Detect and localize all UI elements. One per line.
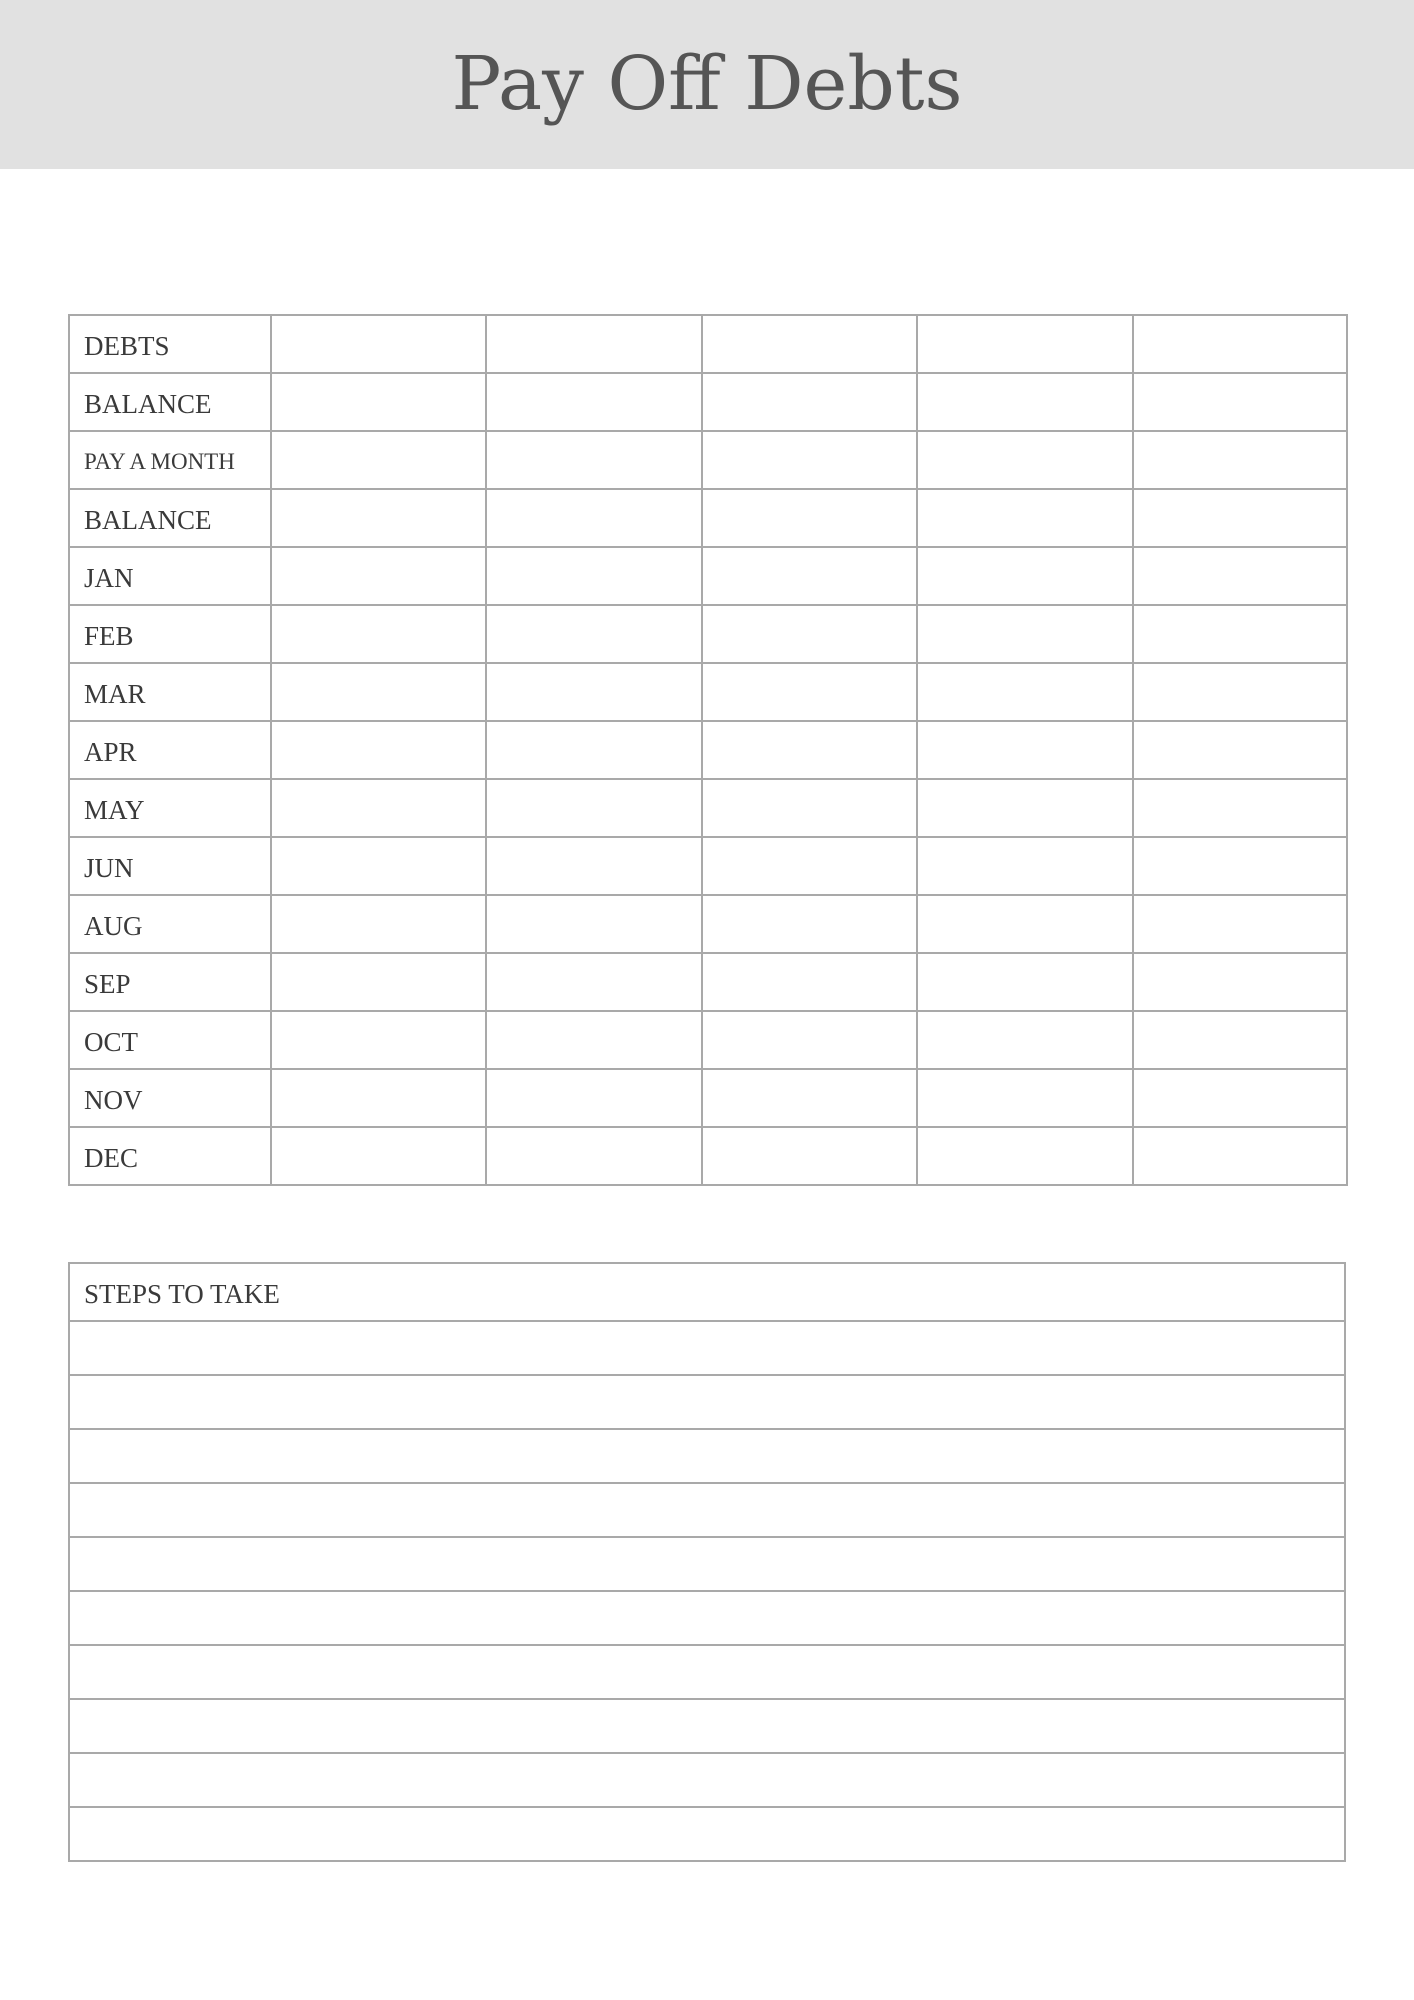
entry-cell[interactable] [917,605,1133,663]
step-row [69,1429,1345,1483]
entry-cell[interactable] [486,721,702,779]
entry-cell[interactable] [1133,1127,1347,1185]
step-row [69,1321,1345,1375]
entry-cell[interactable] [1133,663,1347,721]
entry-cell[interactable] [486,1069,702,1127]
entry-cell[interactable] [486,837,702,895]
entry-cell[interactable] [486,605,702,663]
step-entry-cell[interactable] [69,1429,1345,1483]
entry-cell[interactable] [271,663,486,721]
steps-header-row [69,1263,1345,1321]
entry-cell[interactable] [702,373,917,431]
entry-cell[interactable] [702,489,917,547]
step-entry-cell[interactable] [69,1321,1345,1375]
entry-cell[interactable] [702,1127,917,1185]
step-row [69,1375,1345,1429]
entry-cell[interactable] [917,1069,1133,1127]
table-row [69,605,1347,663]
entry-cell[interactable] [1133,547,1347,605]
entry-cell[interactable] [271,721,486,779]
row-label: OCT [69,1011,271,1069]
entry-cell[interactable] [271,1011,486,1069]
debt-tracker-table [68,314,1348,1186]
entry-cell[interactable] [271,837,486,895]
entry-cell[interactable] [917,895,1133,953]
entry-cell[interactable] [1133,431,1347,489]
row-label: FEB [69,605,271,663]
step-entry-cell[interactable] [69,1645,1345,1699]
entry-cell[interactable] [1133,779,1347,837]
entry-cell[interactable] [486,489,702,547]
table-row [69,779,1347,837]
step-entry-cell[interactable] [69,1699,1345,1753]
row-label: BALANCE [69,373,271,431]
entry-cell[interactable] [917,1011,1133,1069]
row-label: DEC [69,1127,271,1185]
entry-cell[interactable] [271,1069,486,1127]
row-label: SEP [69,953,271,1011]
table-row [69,547,1347,605]
entry-cell[interactable] [702,895,917,953]
entry-cell[interactable] [271,895,486,953]
entry-cell[interactable] [702,837,917,895]
row-label: BALANCE [69,489,271,547]
entry-cell[interactable] [271,953,486,1011]
step-entry-cell[interactable] [69,1807,1345,1861]
entry-cell[interactable] [917,373,1133,431]
entry-cell[interactable] [486,1011,702,1069]
page-title: Pay Off Debts [451,40,963,127]
entry-cell[interactable] [917,953,1133,1011]
table-row [69,489,1347,547]
table-row [69,431,1347,489]
entry-cell[interactable] [271,779,486,837]
entry-cell[interactable] [486,547,702,605]
entry-cell[interactable] [702,721,917,779]
steps-header-label: STEPS TO TAKE [69,1263,1345,1321]
row-label: AUG [69,895,271,953]
entry-cell[interactable] [486,373,702,431]
table-row [69,1069,1347,1127]
entry-cell[interactable] [486,663,702,721]
entry-cell[interactable] [917,431,1133,489]
step-row [69,1645,1345,1699]
step-entry-cell[interactable] [69,1375,1345,1429]
entry-cell[interactable] [486,315,702,373]
table-row [69,315,1347,373]
entry-cell[interactable] [271,489,486,547]
entry-cell[interactable] [1133,895,1347,953]
row-label: MAY [69,779,271,837]
step-entry-cell[interactable] [69,1483,1345,1537]
table-row [69,837,1347,895]
entry-cell[interactable] [917,779,1133,837]
table-row [69,721,1347,779]
row-label: APR [69,721,271,779]
entry-cell[interactable] [1133,721,1347,779]
entry-cell[interactable] [917,663,1133,721]
step-entry-cell[interactable] [69,1591,1345,1645]
entry-cell[interactable] [271,431,486,489]
entry-cell[interactable] [702,953,917,1011]
step-entry-cell[interactable] [69,1537,1345,1591]
steps-to-take-table [68,1262,1346,1862]
entry-cell[interactable] [1133,953,1347,1011]
entry-cell[interactable] [702,431,917,489]
entry-cell[interactable] [486,779,702,837]
row-label: MAR [69,663,271,721]
step-row [69,1537,1345,1591]
entry-cell[interactable] [271,547,486,605]
entry-cell[interactable] [1133,1069,1347,1127]
entry-cell[interactable] [1133,489,1347,547]
entry-cell[interactable] [486,1127,702,1185]
table-row [69,953,1347,1011]
entry-cell[interactable] [271,315,486,373]
entry-cell[interactable] [1133,837,1347,895]
table-row [69,1011,1347,1069]
step-row [69,1591,1345,1645]
entry-cell[interactable] [702,605,917,663]
row-label: NOV [69,1069,271,1127]
step-row [69,1699,1345,1753]
entry-cell[interactable] [1133,605,1347,663]
entry-cell[interactable] [917,837,1133,895]
entry-cell[interactable] [702,663,917,721]
step-row [69,1753,1345,1807]
table-row [69,373,1347,431]
entry-cell[interactable] [1133,373,1347,431]
entry-cell[interactable] [486,431,702,489]
step-row [69,1807,1345,1861]
entry-cell[interactable] [917,1127,1133,1185]
entry-cell[interactable] [486,895,702,953]
table-row [69,663,1347,721]
entry-cell[interactable] [917,315,1133,373]
entry-cell[interactable] [702,547,917,605]
entry-cell[interactable] [1133,1011,1347,1069]
entry-cell[interactable] [271,605,486,663]
table-row [69,895,1347,953]
entry-cell[interactable] [917,721,1133,779]
row-label: PAY A MONTH [69,431,271,489]
page-header [0,0,1414,169]
step-row [69,1483,1345,1537]
row-label: DEBTS [69,315,271,373]
entry-cell[interactable] [271,373,486,431]
row-label: JAN [69,547,271,605]
entry-cell[interactable] [917,489,1133,547]
entry-cell[interactable] [917,547,1133,605]
entry-cell[interactable] [486,953,702,1011]
entry-cell[interactable] [702,1069,917,1127]
step-entry-cell[interactable] [69,1753,1345,1807]
entry-cell[interactable] [702,315,917,373]
row-label: JUN [69,837,271,895]
entry-cell[interactable] [1133,315,1347,373]
entry-cell[interactable] [702,779,917,837]
entry-cell[interactable] [271,1127,486,1185]
entry-cell[interactable] [702,1011,917,1069]
table-row [69,1127,1347,1185]
